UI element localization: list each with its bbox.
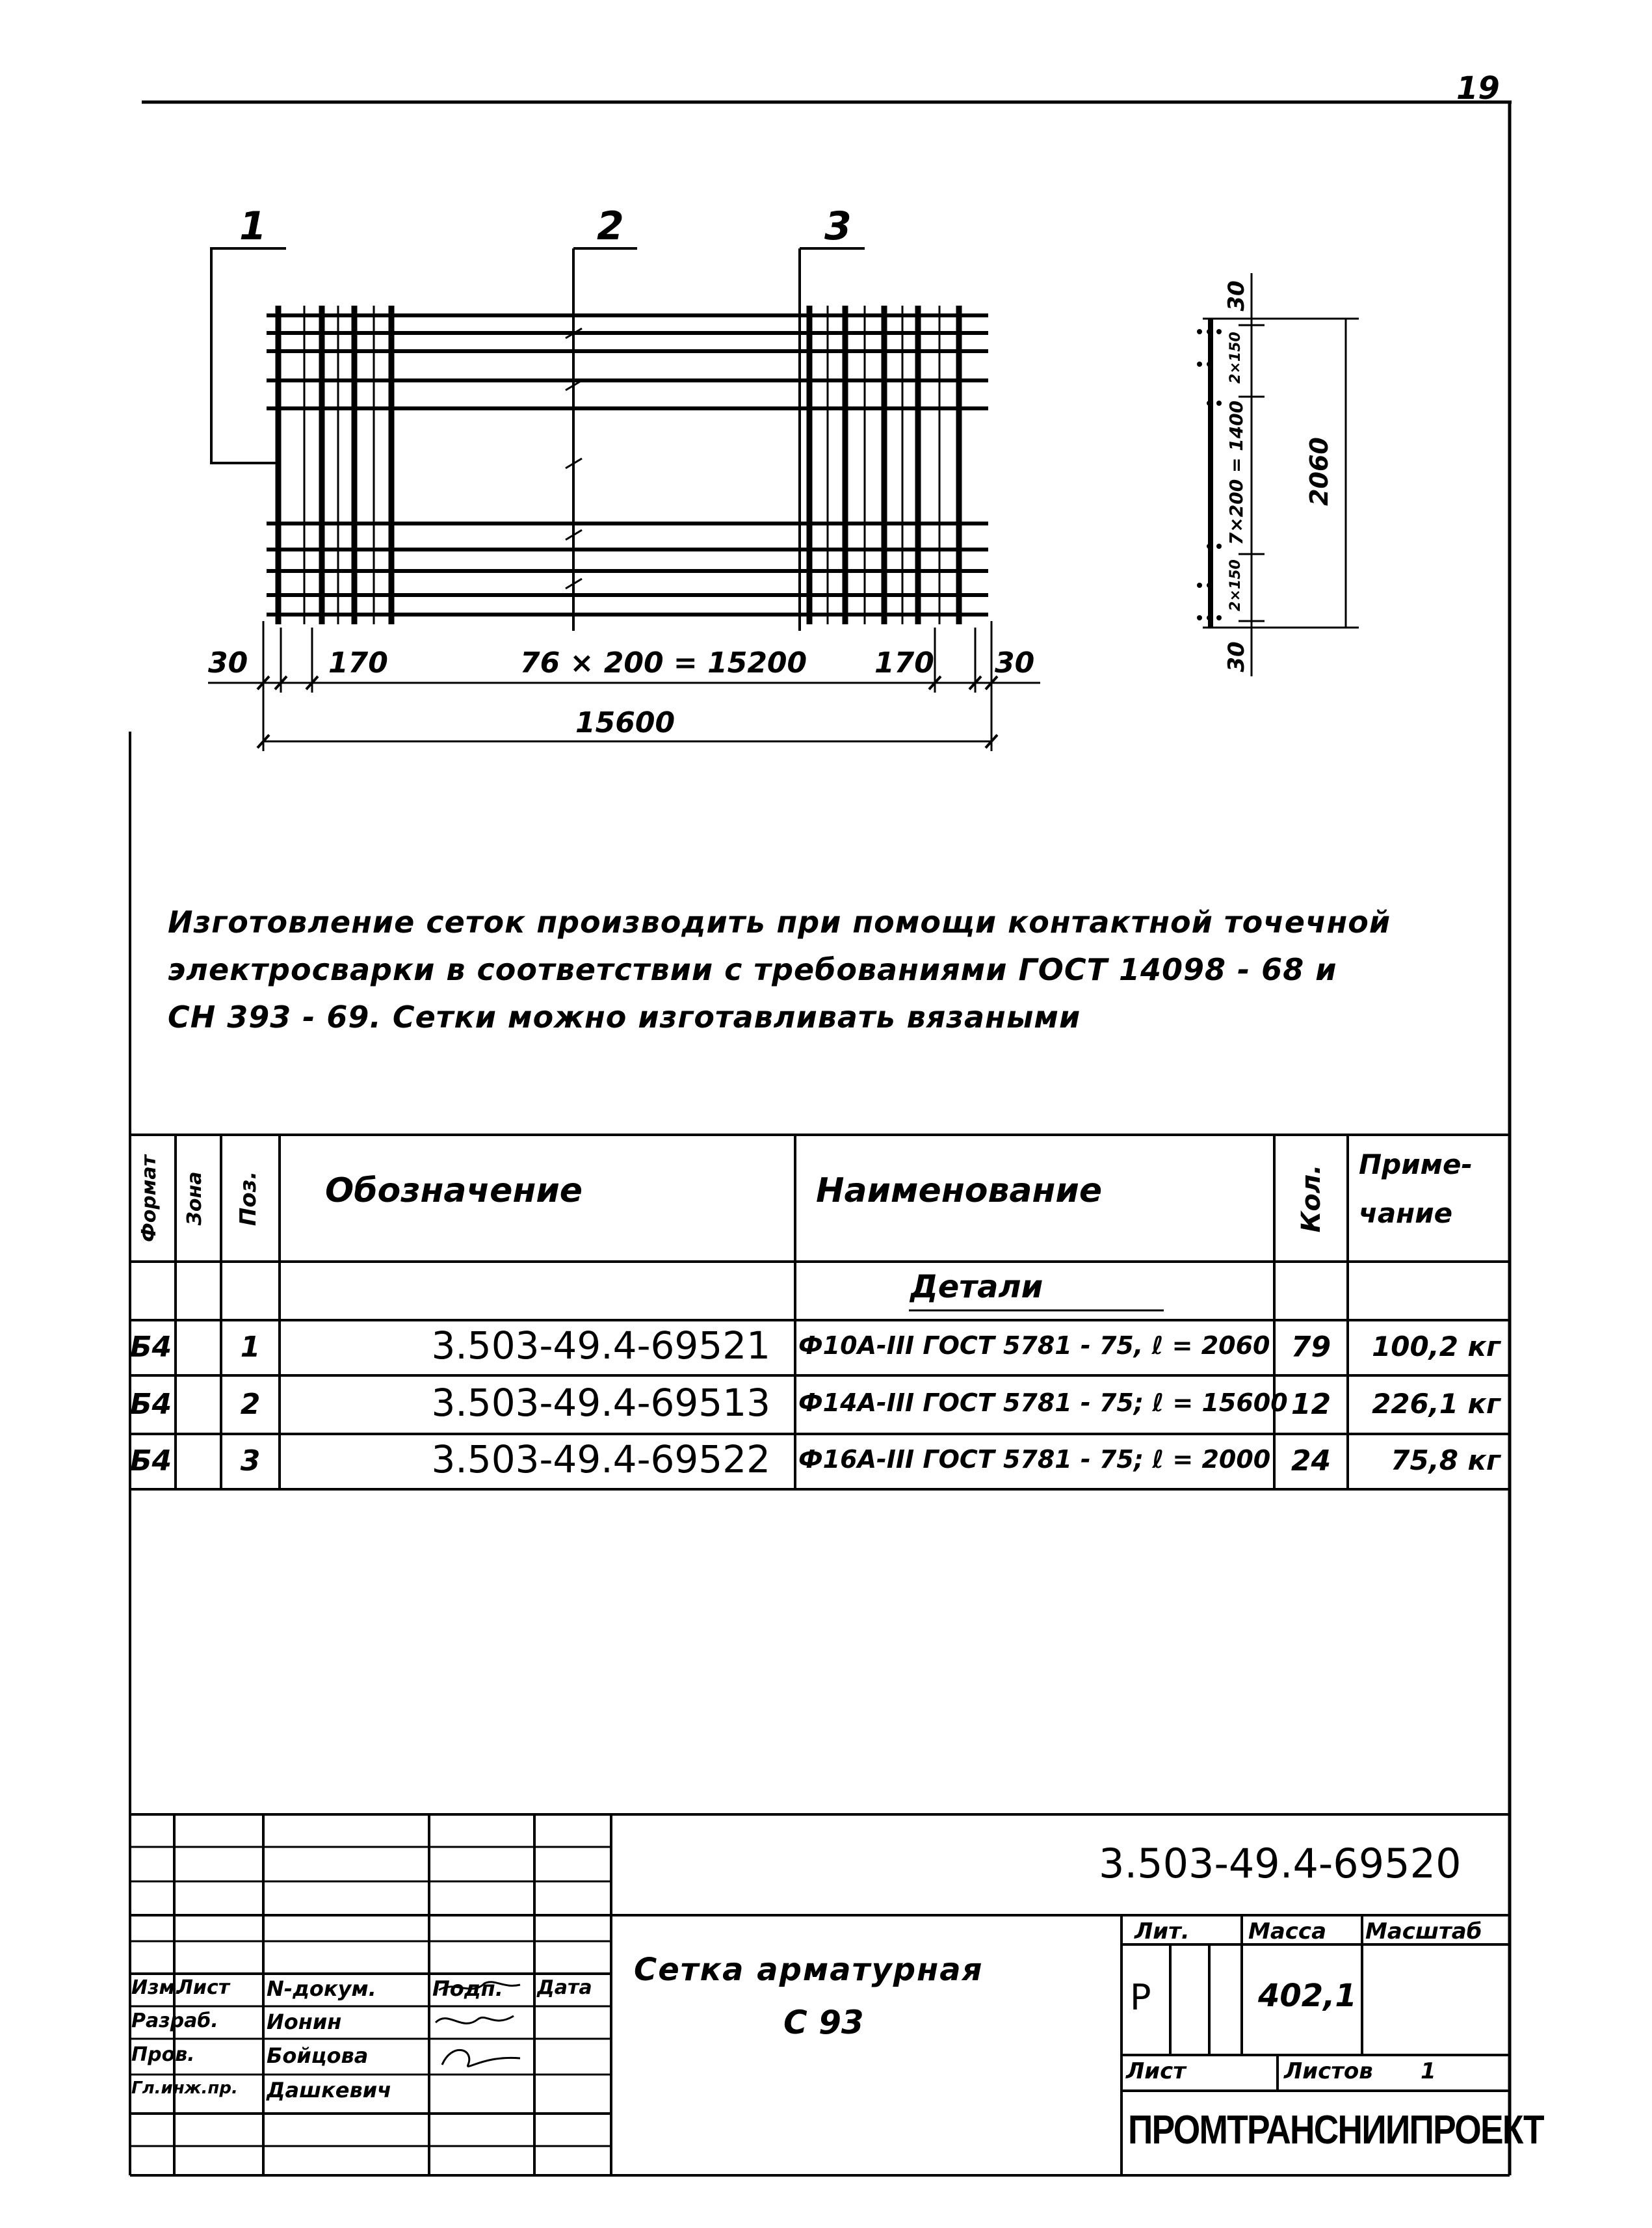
header-qty: Кол. [1296, 1164, 1326, 1233]
row-name: Ф14А-III ГОСТ 5781 - 75; ℓ = 15600 [798, 1388, 1288, 1417]
row-format: Б4 [130, 1444, 172, 1478]
side-dim-top-30: 30 [1224, 280, 1250, 312]
row-pos: 2 [240, 1388, 261, 1421]
dim-right-30: 30 [995, 646, 1035, 680]
tb-role-checker: Пров. [131, 2043, 195, 2066]
tb-header-izm: Изм. [131, 1976, 183, 1999]
row-designation: 3.503-49.4-69521 [431, 1323, 770, 1368]
tb-header-ndoc: N-докум. [267, 1976, 376, 2001]
note-line-1: Изготовление сеток производить при помощи контактной точечной [168, 905, 1391, 940]
doc-code: 3.503-49.4-69520 [1099, 1840, 1462, 1887]
organization-name: ПРОМТРАНСНИИПРОЕКТ [1128, 2108, 1543, 2153]
note-line-3: СН 393 - 69. Сетки можно изготавливать вязаными [168, 1000, 1081, 1035]
tb-role-chief-engineer: Гл.инж.пр. [131, 2078, 238, 2098]
dim-right-170: 170 [874, 646, 934, 680]
tb-sheets-value: 1 [1421, 2058, 1436, 2084]
row-qty: 79 [1291, 1331, 1331, 1364]
tb-scale-label: Масштаб [1365, 1918, 1482, 1944]
row-pos: 3 [240, 1444, 261, 1478]
leader-label-2: 2 [597, 204, 624, 249]
tb-name-chief-engineer: Дашкевич [267, 2078, 392, 2102]
row-note: 75,8 кг [1391, 1444, 1501, 1476]
row-designation: 3.503-49.4-69522 [431, 1437, 770, 1481]
row-qty: 24 [1291, 1444, 1331, 1478]
row-format: Б4 [130, 1388, 172, 1421]
section-title-details: Детали [910, 1269, 1043, 1305]
side-dim-bottom-30: 30 [1224, 641, 1250, 672]
row-note: 226,1 кг [1372, 1388, 1501, 1420]
tb-mass-value: 402,1 [1258, 1978, 1357, 2014]
row-name: Ф16А-III ГОСТ 5781 - 75; ℓ = 2000 [798, 1445, 1271, 1474]
dim-total-length: 15600 [575, 706, 675, 739]
sheet-title-line-1: Сетка арматурная [634, 1952, 984, 1988]
tb-lit-label: Лит. [1134, 1918, 1190, 1944]
side-dim-total: 2060 [1305, 437, 1333, 506]
dim-middle-span: 76 × 200 = 15200 [520, 646, 807, 680]
leader-label-1: 1 [239, 204, 267, 249]
header-name: Наименование [816, 1171, 1103, 1210]
header-format: Формат [138, 1155, 161, 1242]
page-number: 19 [1456, 70, 1500, 107]
side-dim-top-group: 2×150 [1227, 332, 1244, 384]
tb-header-podp: Подп. [432, 1976, 503, 2001]
side-dim-bottom-group: 2×150 [1227, 559, 1244, 611]
side-dim-middle: 7×200 = 1400 [1226, 400, 1247, 546]
tb-lit-value: Р [1130, 1977, 1151, 2018]
row-designation: 3.503-49.4-69513 [431, 1381, 770, 1425]
row-note: 100,2 кг [1372, 1331, 1501, 1362]
leader-label-3: 3 [824, 204, 852, 249]
header-zone: Зона [183, 1171, 206, 1226]
row-format: Б4 [130, 1331, 172, 1364]
header-note-line-2: чание [1359, 1197, 1453, 1229]
tb-header-data: Дата [537, 1976, 592, 1999]
dim-left-30: 30 [208, 646, 248, 680]
tb-mass-label: Масса [1248, 1918, 1327, 1944]
tb-name-checker: Бойцова [267, 2043, 369, 2068]
note-line-2: электросварки в соответствии с требованиями ГОСТ 14098 - 68 и [168, 952, 1337, 987]
sheet-title-line-2: С 93 [783, 2004, 864, 2041]
dim-left-170: 170 [328, 646, 388, 680]
row-name: Ф10А-III ГОСТ 5781 - 75, ℓ = 2060 [798, 1331, 1270, 1360]
tb-name-developer: Ионин [267, 2009, 342, 2034]
row-pos: 1 [240, 1331, 261, 1364]
header-designation: Обозначение [325, 1171, 583, 1210]
tb-sheets-label: Листов [1284, 2058, 1373, 2084]
tb-role-developer: Разраб. [131, 2009, 218, 2032]
row-qty: 12 [1291, 1388, 1331, 1421]
tb-sheet-label: Лист [1126, 2058, 1186, 2084]
header-pos: Поз. [235, 1171, 261, 1227]
tb-header-list: Лист [177, 1976, 230, 1999]
header-note-line-1: Приме- [1359, 1148, 1473, 1180]
